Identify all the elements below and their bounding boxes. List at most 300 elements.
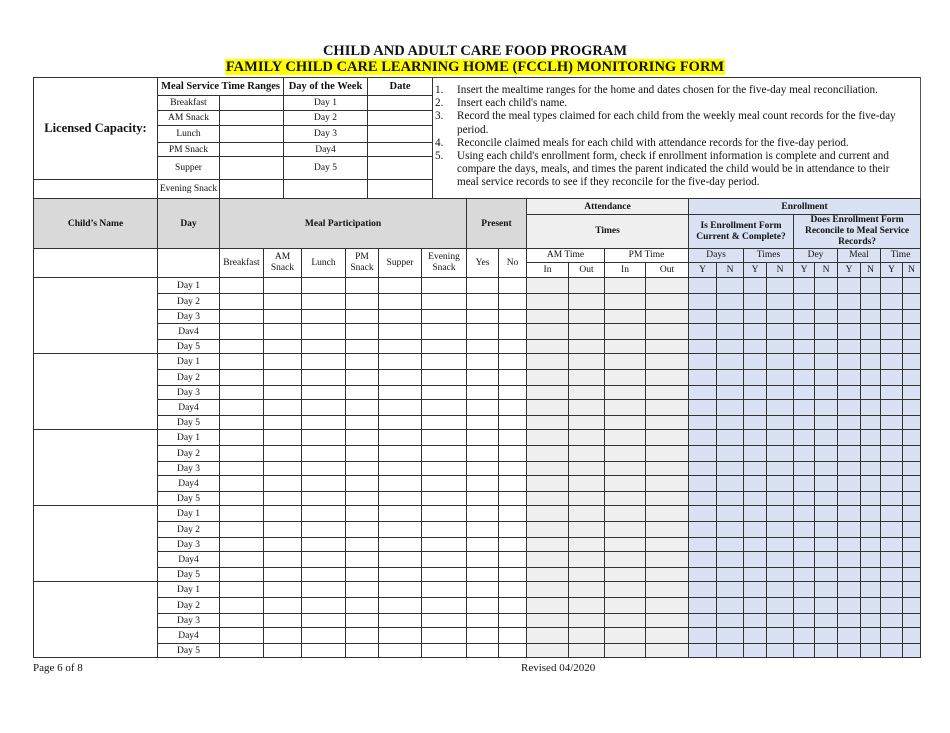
cell-present-yes[interactable] [467,370,499,386]
cell-lunch[interactable] [302,324,346,340]
cell-times-n[interactable] [767,582,794,598]
cell-days-y[interactable] [689,386,717,400]
cell-evening-snack[interactable] [422,370,467,386]
cell-supper[interactable] [379,278,422,294]
cell-pm-in[interactable] [605,294,646,310]
cell-pm-snack[interactable] [346,430,379,446]
cell-lunch[interactable] [302,476,346,492]
cell-days-y[interactable] [689,506,717,522]
cell-am-out[interactable] [569,598,605,614]
cell-breakfast[interactable] [220,582,264,598]
cell-pm-snack[interactable] [346,324,379,340]
cell-am-snack[interactable] [264,430,302,446]
cell-am-out[interactable] [569,582,605,598]
cell-am-out[interactable] [569,400,605,416]
cell-meal-y[interactable] [838,310,861,324]
cell-pm-out[interactable] [646,294,689,310]
cell-days-y[interactable] [689,446,717,462]
cell-pm-in[interactable] [605,278,646,294]
cell-lunch[interactable] [302,446,346,462]
cell-am-in[interactable] [527,552,569,568]
cell-pm-out[interactable] [646,614,689,628]
cell-pm-in[interactable] [605,324,646,340]
cell-times-y[interactable] [744,582,767,598]
cell-supper[interactable] [379,310,422,324]
cell-days-n[interactable] [717,370,744,386]
cell-dey-y[interactable] [794,386,815,400]
cell-am-out[interactable] [569,644,605,658]
cell-breakfast[interactable] [220,476,264,492]
cell-present-no[interactable] [499,538,527,552]
cell-time-y[interactable] [881,538,903,552]
cell-days-y[interactable] [689,614,717,628]
cell-supper[interactable] [379,446,422,462]
cell-dey-y[interactable] [794,582,815,598]
cell-days-y[interactable] [689,294,717,310]
cell-time-n[interactable] [903,644,921,658]
cell-present-no[interactable] [499,324,527,340]
cell-meal-y[interactable] [838,294,861,310]
cell-am-snack[interactable] [264,476,302,492]
cell-am-snack[interactable] [264,628,302,644]
cell-am-out[interactable] [569,416,605,430]
cell-days-y[interactable] [689,416,717,430]
cell-times-y[interactable] [744,476,767,492]
cell-evening-snack[interactable] [422,416,467,430]
cell-pm-in[interactable] [605,416,646,430]
cell-present-no[interactable] [499,310,527,324]
cell-breakfast[interactable] [220,278,264,294]
cell-am-snack[interactable] [264,400,302,416]
cell-days-y[interactable] [689,538,717,552]
time-range-input[interactable] [220,180,284,199]
cell-time-y[interactable] [881,492,903,506]
cell-times-y[interactable] [744,644,767,658]
cell-days-y[interactable] [689,644,717,658]
cell-present-no[interactable] [499,370,527,386]
cell-time-n[interactable] [903,538,921,552]
cell-am-out[interactable] [569,628,605,644]
cell-am-in[interactable] [527,386,569,400]
cell-meal-n[interactable] [861,492,881,506]
cell-time-n[interactable] [903,370,921,386]
cell-supper[interactable] [379,476,422,492]
cell-evening-snack[interactable] [422,354,467,370]
child-name-input[interactable] [34,278,158,354]
cell-meal-y[interactable] [838,340,861,354]
cell-times-y[interactable] [744,310,767,324]
cell-am-in[interactable] [527,644,569,658]
cell-meal-y[interactable] [838,430,861,446]
cell-supper[interactable] [379,538,422,552]
cell-present-no[interactable] [499,552,527,568]
cell-time-y[interactable] [881,446,903,462]
cell-present-yes[interactable] [467,492,499,506]
cell-pm-in[interactable] [605,400,646,416]
cell-days-y[interactable] [689,370,717,386]
child-name-input[interactable] [34,506,158,582]
cell-present-no[interactable] [499,598,527,614]
cell-times-n[interactable] [767,340,794,354]
cell-days-n[interactable] [717,446,744,462]
cell-am-in[interactable] [527,294,569,310]
cell-supper[interactable] [379,614,422,628]
cell-days-n[interactable] [717,568,744,582]
cell-pm-in[interactable] [605,552,646,568]
date-input[interactable] [368,126,433,143]
cell-supper[interactable] [379,506,422,522]
cell-meal-y[interactable] [838,522,861,538]
cell-days-n[interactable] [717,340,744,354]
cell-dey-y[interactable] [794,492,815,506]
cell-times-n[interactable] [767,506,794,522]
cell-breakfast[interactable] [220,386,264,400]
cell-evening-snack[interactable] [422,294,467,310]
cell-time-y[interactable] [881,294,903,310]
cell-dey-y[interactable] [794,430,815,446]
cell-dey-y[interactable] [794,568,815,582]
cell-days-n[interactable] [717,294,744,310]
cell-am-in[interactable] [527,446,569,462]
cell-time-n[interactable] [903,430,921,446]
cell-days-y[interactable] [689,400,717,416]
cell-present-no[interactable] [499,340,527,354]
cell-meal-n[interactable] [861,522,881,538]
cell-lunch[interactable] [302,386,346,400]
time-range-input[interactable] [220,96,284,111]
cell-days-n[interactable] [717,492,744,506]
cell-present-yes[interactable] [467,598,499,614]
cell-days-n[interactable] [717,416,744,430]
cell-time-y[interactable] [881,614,903,628]
cell-evening-snack[interactable] [422,582,467,598]
cell-times-n[interactable] [767,628,794,644]
cell-times-y[interactable] [744,324,767,340]
cell-pm-snack[interactable] [346,476,379,492]
cell-dey-y[interactable] [794,370,815,386]
cell-times-y[interactable] [744,354,767,370]
cell-breakfast[interactable] [220,294,264,310]
cell-dey-n[interactable] [815,310,838,324]
cell-times-n[interactable] [767,310,794,324]
cell-am-out[interactable] [569,446,605,462]
cell-days-n[interactable] [717,310,744,324]
cell-dey-n[interactable] [815,538,838,552]
cell-days-y[interactable] [689,568,717,582]
cell-days-n[interactable] [717,628,744,644]
cell-present-yes[interactable] [467,310,499,324]
cell-lunch[interactable] [302,416,346,430]
cell-times-n[interactable] [767,430,794,446]
cell-am-out[interactable] [569,430,605,446]
cell-dey-y[interactable] [794,294,815,310]
cell-am-out[interactable] [569,310,605,324]
cell-times-n[interactable] [767,614,794,628]
cell-time-n[interactable] [903,614,921,628]
cell-lunch[interactable] [302,310,346,324]
cell-present-yes[interactable] [467,462,499,476]
cell-time-n[interactable] [903,310,921,324]
cell-meal-n[interactable] [861,552,881,568]
cell-meal-y[interactable] [838,598,861,614]
cell-times-y[interactable] [744,552,767,568]
cell-supper[interactable] [379,552,422,568]
cell-pm-out[interactable] [646,568,689,582]
cell-times-n[interactable] [767,354,794,370]
cell-present-yes[interactable] [467,476,499,492]
licensed-capacity-input[interactable] [34,180,158,199]
cell-dey-n[interactable] [815,340,838,354]
cell-present-yes[interactable] [467,614,499,628]
cell-evening-snack[interactable] [422,324,467,340]
cell-supper[interactable] [379,492,422,506]
cell-times-y[interactable] [744,628,767,644]
cell-meal-y[interactable] [838,446,861,462]
cell-meal-n[interactable] [861,582,881,598]
cell-pm-in[interactable] [605,386,646,400]
cell-am-out[interactable] [569,324,605,340]
cell-times-y[interactable] [744,568,767,582]
cell-days-y[interactable] [689,354,717,370]
time-range-input[interactable] [220,111,284,126]
cell-pm-out[interactable] [646,278,689,294]
cell-dey-y[interactable] [794,400,815,416]
cell-pm-snack[interactable] [346,552,379,568]
cell-breakfast[interactable] [220,644,264,658]
cell-evening-snack[interactable] [422,644,467,658]
cell-time-y[interactable] [881,310,903,324]
cell-am-snack[interactable] [264,462,302,476]
cell-pm-snack[interactable] [346,416,379,430]
cell-am-out[interactable] [569,354,605,370]
cell-times-n[interactable] [767,446,794,462]
cell-time-n[interactable] [903,628,921,644]
cell-evening-snack[interactable] [422,446,467,462]
cell-pm-snack[interactable] [346,582,379,598]
cell-am-snack[interactable] [264,522,302,538]
cell-am-snack[interactable] [264,324,302,340]
cell-dey-n[interactable] [815,628,838,644]
cell-dey-n[interactable] [815,598,838,614]
cell-meal-n[interactable] [861,644,881,658]
cell-times-n[interactable] [767,416,794,430]
cell-present-yes[interactable] [467,340,499,354]
cell-pm-out[interactable] [646,446,689,462]
cell-pm-snack[interactable] [346,340,379,354]
child-name-input[interactable] [34,430,158,506]
cell-pm-snack[interactable] [346,354,379,370]
cell-days-y[interactable] [689,582,717,598]
cell-meal-n[interactable] [861,538,881,552]
cell-dey-n[interactable] [815,568,838,582]
cell-dey-y[interactable] [794,538,815,552]
cell-am-in[interactable] [527,598,569,614]
cell-pm-out[interactable] [646,476,689,492]
cell-pm-out[interactable] [646,644,689,658]
cell-lunch[interactable] [302,506,346,522]
cell-days-n[interactable] [717,430,744,446]
cell-breakfast[interactable] [220,522,264,538]
child-name-input[interactable] [34,582,158,658]
cell-present-no[interactable] [499,522,527,538]
cell-pm-out[interactable] [646,370,689,386]
cell-am-snack[interactable] [264,506,302,522]
cell-dey-n[interactable] [815,582,838,598]
cell-pm-in[interactable] [605,506,646,522]
cell-present-no[interactable] [499,582,527,598]
cell-dey-n[interactable] [815,446,838,462]
cell-time-n[interactable] [903,400,921,416]
cell-present-yes[interactable] [467,644,499,658]
date-input[interactable] [368,180,433,199]
cell-dey-y[interactable] [794,462,815,476]
cell-times-n[interactable] [767,644,794,658]
cell-lunch[interactable] [302,628,346,644]
cell-days-y[interactable] [689,278,717,294]
cell-times-y[interactable] [744,598,767,614]
cell-meal-y[interactable] [838,278,861,294]
cell-pm-in[interactable] [605,370,646,386]
cell-present-no[interactable] [499,614,527,628]
cell-present-no[interactable] [499,294,527,310]
cell-present-no[interactable] [499,492,527,506]
cell-am-snack[interactable] [264,538,302,552]
cell-evening-snack[interactable] [422,598,467,614]
cell-evening-snack[interactable] [422,340,467,354]
cell-time-y[interactable] [881,506,903,522]
cell-evening-snack[interactable] [422,522,467,538]
cell-pm-in[interactable] [605,538,646,552]
cell-time-y[interactable] [881,552,903,568]
cell-days-n[interactable] [717,476,744,492]
cell-time-n[interactable] [903,294,921,310]
cell-am-in[interactable] [527,310,569,324]
cell-meal-y[interactable] [838,324,861,340]
cell-dey-y[interactable] [794,552,815,568]
cell-meal-n[interactable] [861,354,881,370]
cell-times-n[interactable] [767,522,794,538]
cell-am-out[interactable] [569,370,605,386]
cell-pm-snack[interactable] [346,628,379,644]
cell-breakfast[interactable] [220,614,264,628]
cell-am-in[interactable] [527,568,569,582]
cell-present-yes[interactable] [467,628,499,644]
cell-supper[interactable] [379,522,422,538]
cell-lunch[interactable] [302,430,346,446]
cell-lunch[interactable] [302,552,346,568]
cell-breakfast[interactable] [220,354,264,370]
cell-pm-out[interactable] [646,598,689,614]
cell-present-yes[interactable] [467,400,499,416]
cell-am-in[interactable] [527,430,569,446]
cell-pm-in[interactable] [605,628,646,644]
cell-lunch[interactable] [302,370,346,386]
cell-days-y[interactable] [689,476,717,492]
cell-breakfast[interactable] [220,416,264,430]
cell-dey-n[interactable] [815,492,838,506]
cell-am-snack[interactable] [264,416,302,430]
cell-days-n[interactable] [717,462,744,476]
cell-supper[interactable] [379,386,422,400]
cell-meal-n[interactable] [861,462,881,476]
cell-time-y[interactable] [881,370,903,386]
cell-pm-in[interactable] [605,598,646,614]
cell-times-n[interactable] [767,552,794,568]
cell-meal-y[interactable] [838,370,861,386]
cell-time-y[interactable] [881,522,903,538]
cell-dey-y[interactable] [794,324,815,340]
cell-present-no[interactable] [499,476,527,492]
cell-time-n[interactable] [903,462,921,476]
cell-meal-y[interactable] [838,552,861,568]
cell-evening-snack[interactable] [422,462,467,476]
cell-meal-y[interactable] [838,538,861,552]
cell-time-n[interactable] [903,506,921,522]
cell-present-no[interactable] [499,278,527,294]
cell-time-y[interactable] [881,324,903,340]
cell-evening-snack[interactable] [422,386,467,400]
cell-pm-in[interactable] [605,492,646,506]
cell-pm-out[interactable] [646,416,689,430]
cell-pm-in[interactable] [605,462,646,476]
cell-times-y[interactable] [744,614,767,628]
cell-times-y[interactable] [744,538,767,552]
date-input[interactable] [368,111,433,126]
cell-breakfast[interactable] [220,370,264,386]
cell-times-y[interactable] [744,416,767,430]
cell-am-snack[interactable] [264,354,302,370]
cell-meal-y[interactable] [838,386,861,400]
date-input[interactable] [368,143,433,157]
cell-pm-in[interactable] [605,340,646,354]
cell-meal-y[interactable] [838,416,861,430]
cell-pm-out[interactable] [646,310,689,324]
cell-pm-snack[interactable] [346,294,379,310]
cell-days-y[interactable] [689,492,717,506]
cell-lunch[interactable] [302,522,346,538]
cell-times-y[interactable] [744,386,767,400]
cell-supper[interactable] [379,598,422,614]
cell-am-in[interactable] [527,324,569,340]
cell-dey-n[interactable] [815,614,838,628]
cell-present-yes[interactable] [467,506,499,522]
cell-am-out[interactable] [569,552,605,568]
cell-times-n[interactable] [767,324,794,340]
cell-am-in[interactable] [527,278,569,294]
cell-breakfast[interactable] [220,598,264,614]
cell-times-y[interactable] [744,462,767,476]
cell-lunch[interactable] [302,644,346,658]
cell-am-in[interactable] [527,614,569,628]
cell-dey-y[interactable] [794,506,815,522]
cell-time-y[interactable] [881,278,903,294]
cell-am-in[interactable] [527,522,569,538]
cell-am-in[interactable] [527,370,569,386]
cell-supper[interactable] [379,644,422,658]
cell-time-n[interactable] [903,552,921,568]
cell-am-in[interactable] [527,506,569,522]
cell-meal-n[interactable] [861,568,881,582]
cell-dey-n[interactable] [815,278,838,294]
cell-dey-y[interactable] [794,476,815,492]
cell-meal-y[interactable] [838,568,861,582]
cell-evening-snack[interactable] [422,430,467,446]
cell-time-y[interactable] [881,354,903,370]
cell-am-in[interactable] [527,400,569,416]
cell-meal-n[interactable] [861,278,881,294]
cell-lunch[interactable] [302,340,346,354]
cell-supper[interactable] [379,354,422,370]
